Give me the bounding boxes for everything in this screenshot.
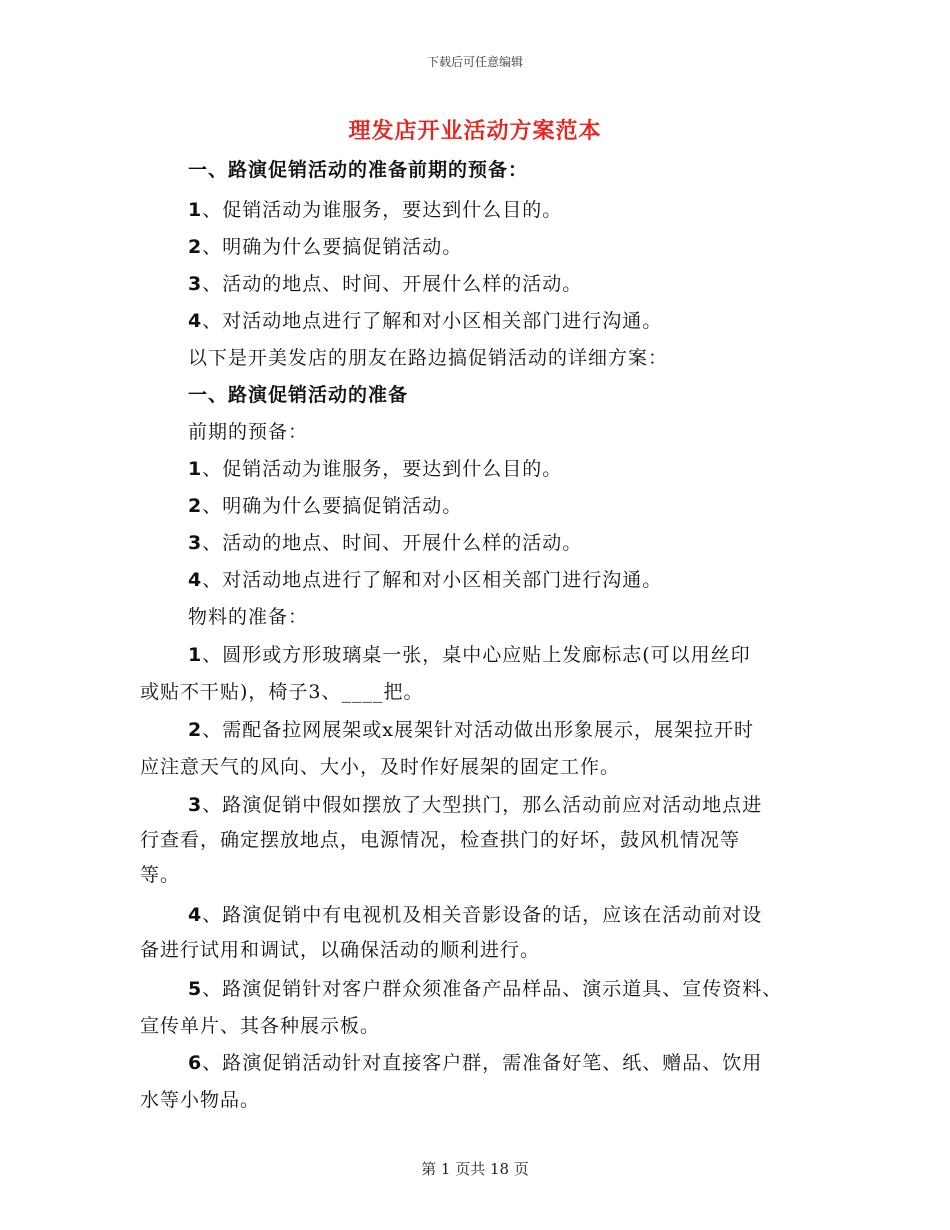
material-item: 3、路演促销中假如摆放了大型拱门，那么活动前应对活动地点进: [188, 794, 763, 816]
document-title: 理发店开业活动方案范本: [348, 118, 602, 144]
material-item-continued: 等。: [140, 864, 181, 886]
intro-paragraph: 以下是开美发店的朋友在路边搞促销活动的详细方案：: [188, 347, 669, 369]
list-item: 2、明确为什么要搞促销活动。: [188, 495, 463, 517]
material-item: 5、路演促销针对客户群众须准备产品样品、演示道具、宣传资料、: [188, 978, 783, 1000]
list-item: 4、对活动地点进行了解和对小区相关部门进行沟通。: [188, 569, 663, 591]
pre-label: 前期的预备：: [188, 421, 309, 443]
list-item: 3、活动的地点、时间、开展什么样的活动。: [188, 532, 583, 554]
list-item: 4、对活动地点进行了解和对小区相关部门进行沟通。: [188, 310, 663, 332]
material-item: 2、需配备拉网展架或x展架针对活动做出形象展示，展架拉开时: [188, 719, 754, 741]
material-item-continued: 备进行试用和调试，以确保活动的顺利进行。: [140, 939, 541, 961]
list-item: 1、促销活动为谁服务，要达到什么目的。: [188, 199, 563, 221]
list-item: 3、活动的地点、时间、开展什么样的活动。: [188, 273, 583, 295]
material-item-continued: 水等小物品。: [140, 1089, 261, 1111]
material-item-continued: 行查看，确定摆放地点，电源情况，检查拱门的好坏，鼓风机情况等: [140, 829, 741, 851]
material-item: 6、路演促销活动针对直接客户群，需准备好笔、纸、赠品、饮用: [188, 1052, 763, 1074]
section-heading-2: 一、路演促销活动的准备: [188, 384, 409, 406]
page-header: 下载后可任意编辑: [426, 55, 523, 69]
material-item-continued: 应注意天气的风向、大小，及时作好展架的固定工作。: [140, 756, 621, 778]
section-heading-1: 一、路演促销活动的准备前期的预备：: [188, 159, 529, 181]
list-item: 2、明确为什么要搞促销活动。: [188, 236, 463, 258]
material-label: 物料的准备：: [188, 606, 309, 628]
material-item: 1、圆形或方形玻璃桌一张，桌中心应贴上发廊标志(可以用丝印: [188, 644, 751, 666]
page-footer: 第 1 页共 18 页: [421, 1160, 529, 1178]
material-item: 4、路演促销中有电视机及相关音影设备的话，应该在活动前对设: [188, 904, 763, 926]
material-item-continued: 宣传单片、其各种展示板。: [140, 1015, 381, 1037]
material-item-continued: 或贴不干贴)，椅子3、____把。: [140, 681, 424, 703]
list-item: 1、促销活动为谁服务，要达到什么目的。: [188, 458, 563, 480]
